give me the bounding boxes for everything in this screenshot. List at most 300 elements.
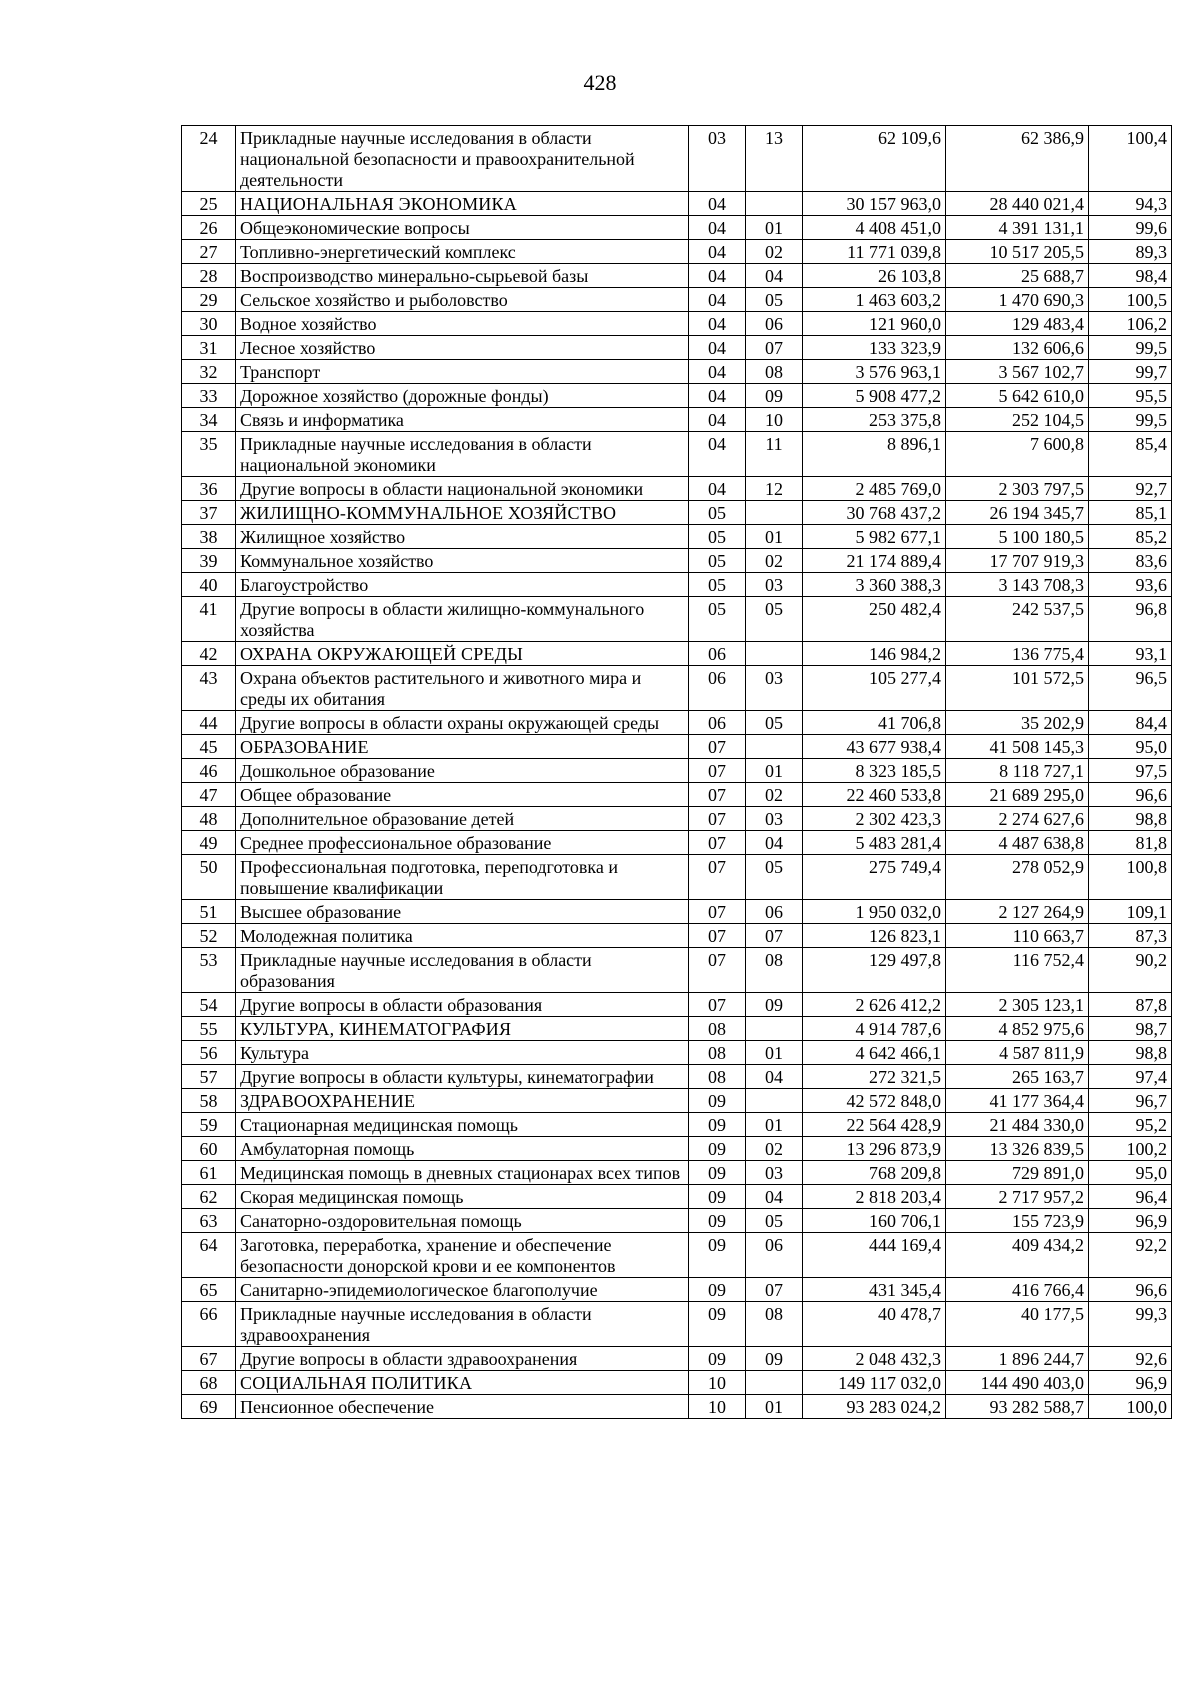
row-actual-amount: 93 282 588,7 (946, 1395, 1089, 1419)
row-subsection-code: 11 (746, 432, 803, 477)
table-row (182, 501, 1172, 525)
row-percent: 99,5 (1089, 336, 1172, 360)
row-name: Водное хозяйство (236, 312, 689, 336)
table-row (182, 360, 1172, 384)
row-subsection-code: 01 (746, 1395, 803, 1419)
row-percent: 99,3 (1089, 1302, 1172, 1347)
row-actual-amount: 25 688,7 (946, 264, 1089, 288)
row-subsection-code: 03 (746, 573, 803, 597)
row-number: 44 (182, 711, 236, 735)
row-subsection-code: 02 (746, 783, 803, 807)
row-number: 57 (182, 1065, 236, 1089)
row-name: ЖИЛИЩНО-КОММУНАЛЬНОЕ ХОЗЯЙСТВО (236, 501, 689, 525)
row-percent: 85,1 (1089, 501, 1172, 525)
row-section-code: 07 (689, 807, 746, 831)
row-section-code: 07 (689, 831, 746, 855)
row-actual-amount: 242 537,5 (946, 597, 1089, 642)
row-subsection-code: 04 (746, 264, 803, 288)
row-number: 68 (182, 1371, 236, 1395)
row-subsection-code: 06 (746, 900, 803, 924)
row-subsection-code: 01 (746, 1041, 803, 1065)
row-subsection-code (746, 1017, 803, 1041)
table-row (182, 1371, 1172, 1395)
row-plan-amount: 160 706,1 (803, 1209, 946, 1233)
row-subsection-code: 08 (746, 1302, 803, 1347)
table-row (182, 711, 1172, 735)
row-name: Дошкольное образование (236, 759, 689, 783)
table-row (182, 240, 1172, 264)
row-plan-amount: 5 483 281,4 (803, 831, 946, 855)
table-row (182, 642, 1172, 666)
row-percent: 92,7 (1089, 477, 1172, 501)
table-row (182, 336, 1172, 360)
row-percent: 89,3 (1089, 240, 1172, 264)
row-subsection-code: 01 (746, 759, 803, 783)
row-actual-amount: 2 274 627,6 (946, 807, 1089, 831)
row-section-code: 04 (689, 477, 746, 501)
table-row (182, 384, 1172, 408)
row-name: Другие вопросы в области образования (236, 993, 689, 1017)
row-section-code: 09 (689, 1347, 746, 1371)
row-actual-amount: 4 587 811,9 (946, 1041, 1089, 1065)
row-name: Транспорт (236, 360, 689, 384)
row-percent: 93,6 (1089, 573, 1172, 597)
row-section-code: 07 (689, 735, 746, 759)
table-row (182, 573, 1172, 597)
table-row (182, 264, 1172, 288)
row-percent: 98,7 (1089, 1017, 1172, 1041)
row-section-code: 04 (689, 216, 746, 240)
row-plan-amount: 431 345,4 (803, 1278, 946, 1302)
row-plan-amount: 4 408 451,0 (803, 216, 946, 240)
row-actual-amount: 129 483,4 (946, 312, 1089, 336)
row-name: ЗДРАВООХРАНЕНИЕ (236, 1089, 689, 1113)
row-section-code: 04 (689, 192, 746, 216)
row-section-code: 06 (689, 642, 746, 666)
row-actual-amount: 21 484 330,0 (946, 1113, 1089, 1137)
row-percent: 98,4 (1089, 264, 1172, 288)
row-number: 24 (182, 126, 236, 192)
row-number: 31 (182, 336, 236, 360)
table-row (182, 477, 1172, 501)
table-row (182, 831, 1172, 855)
row-percent: 87,3 (1089, 924, 1172, 948)
row-percent: 85,2 (1089, 525, 1172, 549)
row-number: 52 (182, 924, 236, 948)
row-actual-amount: 409 434,2 (946, 1233, 1089, 1278)
row-name: НАЦИОНАЛЬНАЯ ЭКОНОМИКА (236, 192, 689, 216)
table-row (182, 1113, 1172, 1137)
row-name: Благоустройство (236, 573, 689, 597)
row-actual-amount: 10 517 205,5 (946, 240, 1089, 264)
row-number: 47 (182, 783, 236, 807)
row-name: Культура (236, 1041, 689, 1065)
table-row (182, 993, 1172, 1017)
row-actual-amount: 4 852 975,6 (946, 1017, 1089, 1041)
row-number: 59 (182, 1113, 236, 1137)
row-number: 29 (182, 288, 236, 312)
row-name: Санитарно-эпидемиологическое благополучие (236, 1278, 689, 1302)
row-subsection-code: 01 (746, 216, 803, 240)
row-name: ОБРАЗОВАНИЕ (236, 735, 689, 759)
table-row (182, 735, 1172, 759)
row-actual-amount: 2 305 123,1 (946, 993, 1089, 1017)
row-percent: 106,2 (1089, 312, 1172, 336)
row-actual-amount: 278 052,9 (946, 855, 1089, 900)
row-number: 56 (182, 1041, 236, 1065)
row-subsection-code: 12 (746, 477, 803, 501)
row-plan-amount: 8 323 185,5 (803, 759, 946, 783)
row-subsection-code: 05 (746, 597, 803, 642)
row-plan-amount: 133 323,9 (803, 336, 946, 360)
row-name: Дополнительное образование детей (236, 807, 689, 831)
row-actual-amount: 41 177 364,4 (946, 1089, 1089, 1113)
row-section-code: 04 (689, 240, 746, 264)
row-name: Прикладные научные исследования в области национальной безопасности и правоохранительной деятельности (236, 126, 689, 192)
table-row (182, 807, 1172, 831)
row-actual-amount: 265 163,7 (946, 1065, 1089, 1089)
row-percent: 81,8 (1089, 831, 1172, 855)
row-section-code: 09 (689, 1089, 746, 1113)
row-percent: 99,5 (1089, 408, 1172, 432)
table-row (182, 1347, 1172, 1371)
table-row (182, 1017, 1172, 1041)
row-subsection-code: 05 (746, 1209, 803, 1233)
row-actual-amount: 110 663,7 (946, 924, 1089, 948)
table-row (182, 783, 1172, 807)
table-row (182, 1395, 1172, 1419)
row-section-code: 04 (689, 288, 746, 312)
row-number: 42 (182, 642, 236, 666)
row-percent: 85,4 (1089, 432, 1172, 477)
row-section-code: 07 (689, 900, 746, 924)
row-section-code: 07 (689, 948, 746, 993)
table-row (182, 1302, 1172, 1347)
table-row (182, 666, 1172, 711)
row-name: Лесное хозяйство (236, 336, 689, 360)
row-section-code: 06 (689, 711, 746, 735)
row-number: 30 (182, 312, 236, 336)
table-row (182, 288, 1172, 312)
row-subsection-code: 06 (746, 1233, 803, 1278)
table-row (182, 432, 1172, 477)
row-actual-amount: 101 572,5 (946, 666, 1089, 711)
row-name: Амбулаторная помощь (236, 1137, 689, 1161)
row-actual-amount: 1 470 690,3 (946, 288, 1089, 312)
row-plan-amount: 121 960,0 (803, 312, 946, 336)
row-subsection-code: 02 (746, 1137, 803, 1161)
row-name: Среднее профессиональное образование (236, 831, 689, 855)
row-subsection-code (746, 642, 803, 666)
row-actual-amount: 4 487 638,8 (946, 831, 1089, 855)
row-percent: 100,0 (1089, 1395, 1172, 1419)
table-row (182, 597, 1172, 642)
row-percent: 96,7 (1089, 1089, 1172, 1113)
row-percent: 95,2 (1089, 1113, 1172, 1137)
row-name: Медицинская помощь в дневных стационарах всех типов (236, 1161, 689, 1185)
row-percent: 92,2 (1089, 1233, 1172, 1278)
table-row (182, 948, 1172, 993)
row-section-code: 08 (689, 1065, 746, 1089)
table-row (182, 1161, 1172, 1185)
row-plan-amount: 2 818 203,4 (803, 1185, 946, 1209)
row-percent: 100,2 (1089, 1137, 1172, 1161)
table-body (182, 126, 1172, 1419)
row-actual-amount: 252 104,5 (946, 408, 1089, 432)
row-section-code: 09 (689, 1161, 746, 1185)
row-plan-amount: 1 950 032,0 (803, 900, 946, 924)
row-name: Высшее образование (236, 900, 689, 924)
row-number: 26 (182, 216, 236, 240)
row-plan-amount: 250 482,4 (803, 597, 946, 642)
page-number: 428 (583, 70, 617, 95)
row-actual-amount: 729 891,0 (946, 1161, 1089, 1185)
table-row (182, 1041, 1172, 1065)
table-row (182, 1065, 1172, 1089)
row-actual-amount: 2 127 264,9 (946, 900, 1089, 924)
row-percent: 96,4 (1089, 1185, 1172, 1209)
row-plan-amount: 146 984,2 (803, 642, 946, 666)
row-subsection-code: 03 (746, 1161, 803, 1185)
row-plan-amount: 275 749,4 (803, 855, 946, 900)
row-subsection-code: 04 (746, 1065, 803, 1089)
row-subsection-code: 10 (746, 408, 803, 432)
table-row (182, 408, 1172, 432)
row-number: 40 (182, 573, 236, 597)
row-plan-amount: 4 914 787,6 (803, 1017, 946, 1041)
row-section-code: 03 (689, 126, 746, 192)
row-plan-amount: 2 626 412,2 (803, 993, 946, 1017)
row-number: 54 (182, 993, 236, 1017)
table-row (182, 855, 1172, 900)
row-number: 51 (182, 900, 236, 924)
row-plan-amount: 30 157 963,0 (803, 192, 946, 216)
row-name: Общеэкономические вопросы (236, 216, 689, 240)
row-section-code: 07 (689, 924, 746, 948)
row-number: 38 (182, 525, 236, 549)
row-name: Воспроизводство минерально-сырьевой базы (236, 264, 689, 288)
row-section-code: 05 (689, 501, 746, 525)
row-plan-amount: 11 771 039,8 (803, 240, 946, 264)
row-number: 58 (182, 1089, 236, 1113)
row-plan-amount: 126 823,1 (803, 924, 946, 948)
row-percent: 100,4 (1089, 126, 1172, 192)
row-number: 69 (182, 1395, 236, 1419)
row-name: Топливно-энергетический комплекс (236, 240, 689, 264)
row-plan-amount: 444 169,4 (803, 1233, 946, 1278)
row-subsection-code: 05 (746, 855, 803, 900)
row-number: 63 (182, 1209, 236, 1233)
row-name: Охрана объектов растительного и животного мира и среды их обитания (236, 666, 689, 711)
row-percent: 99,6 (1089, 216, 1172, 240)
row-plan-amount: 1 463 603,2 (803, 288, 946, 312)
row-subsection-code: 02 (746, 549, 803, 573)
row-number: 65 (182, 1278, 236, 1302)
row-plan-amount: 41 706,8 (803, 711, 946, 735)
row-number: 37 (182, 501, 236, 525)
row-subsection-code: 09 (746, 993, 803, 1017)
row-actual-amount: 17 707 919,3 (946, 549, 1089, 573)
row-plan-amount: 2 302 423,3 (803, 807, 946, 831)
row-percent: 96,9 (1089, 1371, 1172, 1395)
row-number: 60 (182, 1137, 236, 1161)
row-section-code: 09 (689, 1185, 746, 1209)
row-subsection-code: 04 (746, 1185, 803, 1209)
row-section-code: 08 (689, 1041, 746, 1065)
row-plan-amount: 26 103,8 (803, 264, 946, 288)
row-actual-amount: 28 440 021,4 (946, 192, 1089, 216)
row-plan-amount: 253 375,8 (803, 408, 946, 432)
row-number: 39 (182, 549, 236, 573)
row-percent: 93,1 (1089, 642, 1172, 666)
table-row (182, 900, 1172, 924)
row-section-code: 09 (689, 1278, 746, 1302)
row-actual-amount: 35 202,9 (946, 711, 1089, 735)
row-subsection-code: 09 (746, 1347, 803, 1371)
row-actual-amount: 62 386,9 (946, 126, 1089, 192)
row-percent: 98,8 (1089, 1041, 1172, 1065)
row-number: 43 (182, 666, 236, 711)
row-name: Молодежная политика (236, 924, 689, 948)
row-section-code: 05 (689, 549, 746, 573)
row-plan-amount: 3 576 963,1 (803, 360, 946, 384)
row-actual-amount: 40 177,5 (946, 1302, 1089, 1347)
row-plan-amount: 105 277,4 (803, 666, 946, 711)
row-plan-amount: 4 642 466,1 (803, 1041, 946, 1065)
row-plan-amount: 62 109,6 (803, 126, 946, 192)
row-percent: 94,3 (1089, 192, 1172, 216)
row-number: 61 (182, 1161, 236, 1185)
row-subsection-code: 04 (746, 831, 803, 855)
row-plan-amount: 768 209,8 (803, 1161, 946, 1185)
row-number: 33 (182, 384, 236, 408)
row-actual-amount: 41 508 145,3 (946, 735, 1089, 759)
row-subsection-code (746, 192, 803, 216)
row-number: 48 (182, 807, 236, 831)
row-subsection-code (746, 501, 803, 525)
row-section-code: 04 (689, 360, 746, 384)
row-section-code: 07 (689, 993, 746, 1017)
table-row (182, 1137, 1172, 1161)
table-row (182, 126, 1172, 192)
row-plan-amount: 3 360 388,3 (803, 573, 946, 597)
row-plan-amount: 149 117 032,0 (803, 1371, 946, 1395)
row-percent: 100,5 (1089, 288, 1172, 312)
row-plan-amount: 2 048 432,3 (803, 1347, 946, 1371)
table-row (182, 1185, 1172, 1209)
row-percent: 109,1 (1089, 900, 1172, 924)
row-section-code: 05 (689, 525, 746, 549)
table-row (182, 525, 1172, 549)
row-section-code: 04 (689, 384, 746, 408)
table-row (182, 759, 1172, 783)
row-plan-amount: 5 982 677,1 (803, 525, 946, 549)
row-actual-amount: 155 723,9 (946, 1209, 1089, 1233)
row-actual-amount: 7 600,8 (946, 432, 1089, 477)
row-percent: 96,9 (1089, 1209, 1172, 1233)
row-section-code: 09 (689, 1302, 746, 1347)
row-subsection-code (746, 735, 803, 759)
row-section-code: 07 (689, 783, 746, 807)
row-name: Пенсионное обеспечение (236, 1395, 689, 1419)
row-number: 64 (182, 1233, 236, 1278)
row-name: Связь и информатика (236, 408, 689, 432)
row-subsection-code: 01 (746, 525, 803, 549)
row-percent: 100,8 (1089, 855, 1172, 900)
table-row (182, 192, 1172, 216)
row-actual-amount: 8 118 727,1 (946, 759, 1089, 783)
row-actual-amount: 136 775,4 (946, 642, 1089, 666)
row-section-code: 10 (689, 1371, 746, 1395)
row-percent: 98,8 (1089, 807, 1172, 831)
row-percent: 95,0 (1089, 1161, 1172, 1185)
row-section-code: 04 (689, 312, 746, 336)
row-number: 53 (182, 948, 236, 993)
row-actual-amount: 2 717 957,2 (946, 1185, 1089, 1209)
row-plan-amount: 8 896,1 (803, 432, 946, 477)
row-actual-amount: 5 642 610,0 (946, 384, 1089, 408)
row-plan-amount: 272 321,5 (803, 1065, 946, 1089)
row-section-code: 09 (689, 1137, 746, 1161)
row-percent: 83,6 (1089, 549, 1172, 573)
row-section-code: 09 (689, 1113, 746, 1137)
row-number: 55 (182, 1017, 236, 1041)
row-number: 67 (182, 1347, 236, 1371)
row-percent: 92,6 (1089, 1347, 1172, 1371)
table-row (182, 549, 1172, 573)
row-name: Прикладные научные исследования в области национальной экономики (236, 432, 689, 477)
row-number: 50 (182, 855, 236, 900)
row-section-code: 04 (689, 408, 746, 432)
row-number: 35 (182, 432, 236, 477)
row-percent: 97,5 (1089, 759, 1172, 783)
table-row (182, 924, 1172, 948)
row-name: Профессиональная подготовка, переподготовка и повышение квалификации (236, 855, 689, 900)
row-percent: 99,7 (1089, 360, 1172, 384)
table-row (182, 1089, 1172, 1113)
row-plan-amount: 30 768 437,2 (803, 501, 946, 525)
row-subsection-code: 06 (746, 312, 803, 336)
row-name: СОЦИАЛЬНАЯ ПОЛИТИКА (236, 1371, 689, 1395)
row-plan-amount: 21 174 889,4 (803, 549, 946, 573)
row-percent: 96,8 (1089, 597, 1172, 642)
row-subsection-code: 08 (746, 360, 803, 384)
row-name: Стационарная медицинская помощь (236, 1113, 689, 1137)
row-percent: 87,8 (1089, 993, 1172, 1017)
row-plan-amount: 40 478,7 (803, 1302, 946, 1347)
row-actual-amount: 144 490 403,0 (946, 1371, 1089, 1395)
row-section-code: 04 (689, 336, 746, 360)
row-number: 45 (182, 735, 236, 759)
row-number: 62 (182, 1185, 236, 1209)
row-name: Прикладные научные исследования в области образования (236, 948, 689, 993)
row-number: 36 (182, 477, 236, 501)
table-row (182, 312, 1172, 336)
row-actual-amount: 21 689 295,0 (946, 783, 1089, 807)
row-number: 32 (182, 360, 236, 384)
row-number: 34 (182, 408, 236, 432)
row-number: 49 (182, 831, 236, 855)
row-section-code: 08 (689, 1017, 746, 1041)
table-row (182, 1233, 1172, 1278)
row-section-code: 07 (689, 759, 746, 783)
row-name: Другие вопросы в области охраны окружающей среды (236, 711, 689, 735)
row-percent: 95,5 (1089, 384, 1172, 408)
row-number: 25 (182, 192, 236, 216)
row-name: Другие вопросы в области культуры, кинематографии (236, 1065, 689, 1089)
row-actual-amount: 1 896 244,7 (946, 1347, 1089, 1371)
row-number: 27 (182, 240, 236, 264)
